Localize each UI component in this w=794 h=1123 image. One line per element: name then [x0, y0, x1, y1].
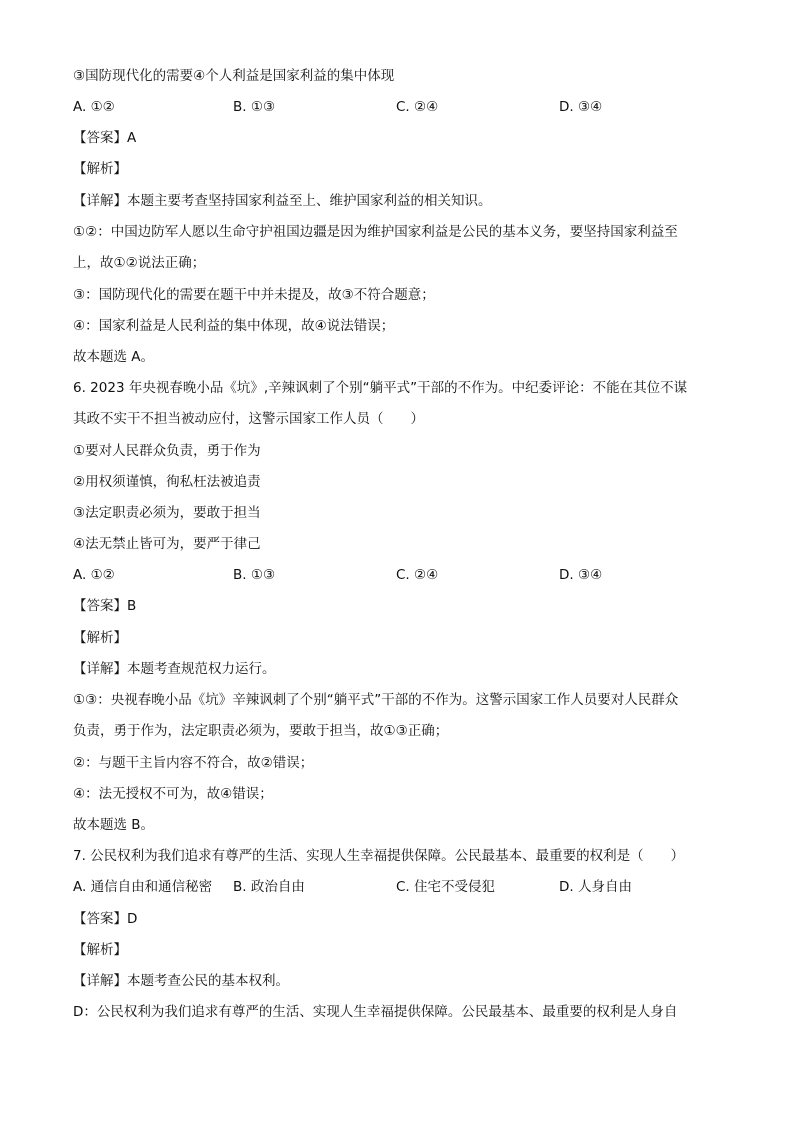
- q6-conclusion: 故本题选 B。: [73, 817, 155, 833]
- q7-option-c: C. 住宅不受侵犯: [396, 879, 496, 895]
- q5-explanation-3: ④：国家利益是人民利益的集中体现，故④说法错误；: [73, 318, 395, 334]
- q6-stem-line-2: 其政不实干不担当被动应付，这警示国家工作人员（ ）: [73, 411, 424, 427]
- q6-option-b: B. ①③: [233, 567, 276, 583]
- q5-analysis-label: 【解析】: [73, 161, 127, 177]
- q6-explanation-3: ④：法无授权不可为，故④错误；: [73, 786, 273, 802]
- q5-conclusion: 故本题选 A。: [73, 349, 155, 365]
- q6-option-a: A. ①②: [73, 567, 115, 583]
- q6-item-2: ②用权须谨慎，徇私枉法被追责: [73, 474, 261, 490]
- q6-options: [73, 566, 753, 584]
- q5-answer: 【答案】A: [73, 130, 137, 146]
- q5-option-b: B. ①③: [233, 99, 276, 115]
- q6-detail: 【详解】本题考查规范权力运行。: [73, 661, 276, 677]
- q5-option-d: D. ③④: [559, 99, 603, 115]
- q6-explanation-2: ②：与题干主旨内容不符合，故②错误；: [73, 755, 314, 771]
- q6-item-1: ①要对人民群众负责，勇于作为: [73, 443, 261, 459]
- q5-detail: 【详解】本题主要考查坚持国家利益至上、维护国家利益的相关知识。: [73, 193, 492, 209]
- q6-analysis-label: 【解析】: [73, 630, 127, 646]
- q6-explanation-1a: ①③：央视春晚小品《坑》辛辣讽刺了个别“躺平式”干部的不作为。这警示国家工作人员要对人民群众: [73, 692, 679, 708]
- q6-option-d: D. ③④: [559, 567, 603, 583]
- q5-explanation-1a: ①②：中国边防军人愿以生命守护祖国边疆是因为维护国家利益是公民的基本义务，要坚持国家利益至: [73, 224, 678, 240]
- q7-explanation-1: D：公民权利为我们追求有尊严的生活、实现人生幸福提供保障。公民最基本、最重要的权利是人身自: [73, 1004, 678, 1020]
- q6-option-c: C. ②④: [396, 567, 439, 583]
- q5-explanation-2: ③：国防现代化的需要在题干中并未提及，故③不符合题意；: [73, 287, 435, 303]
- q5-explanation-1b: 上，故①②说法正确；: [73, 255, 206, 271]
- q7-options: [73, 878, 753, 896]
- q7-analysis-label: 【解析】: [73, 942, 127, 958]
- q7-answer: 【答案】D: [73, 911, 138, 927]
- q6-answer: 【答案】B: [73, 598, 137, 614]
- q5-options: [73, 98, 753, 116]
- q6-item-4: ④法无禁止皆可为，要严于律己: [73, 536, 261, 552]
- q5-option-a: A. ①②: [73, 99, 115, 115]
- q7-option-a: A. 通信自由和通信秘密: [73, 879, 213, 895]
- q6-item-3: ③法定职责必须为，要敢于担当: [73, 505, 261, 521]
- q7-option-d: D. 人身自由: [559, 879, 632, 895]
- q7-stem: 7. 公民权利为我们追求有尊严的生活、实现人生幸福提供保障。公民最基本、最重要的权利是（ ）: [73, 848, 685, 864]
- q5-option-c: C. ②④: [396, 99, 439, 115]
- q7-detail: 【详解】本题考查公民的基本权利。: [73, 973, 289, 989]
- q6-explanation-1b: 负责，勇于作为，法定职责必须为，要敢于担当，故①③正确；: [73, 723, 449, 739]
- q7-option-b: B. 政治自由: [233, 879, 305, 895]
- q6-stem-line-1: 6. 2023 年央视春晚小品《坑》,辛辣讽刺了个别“躺平式”干部的不作为。中纪委评论：不能在其位不谋: [73, 380, 688, 396]
- q5-stem-tail: ③国防现代化的需要④个人利益是国家利益的集中体现: [73, 68, 395, 84]
